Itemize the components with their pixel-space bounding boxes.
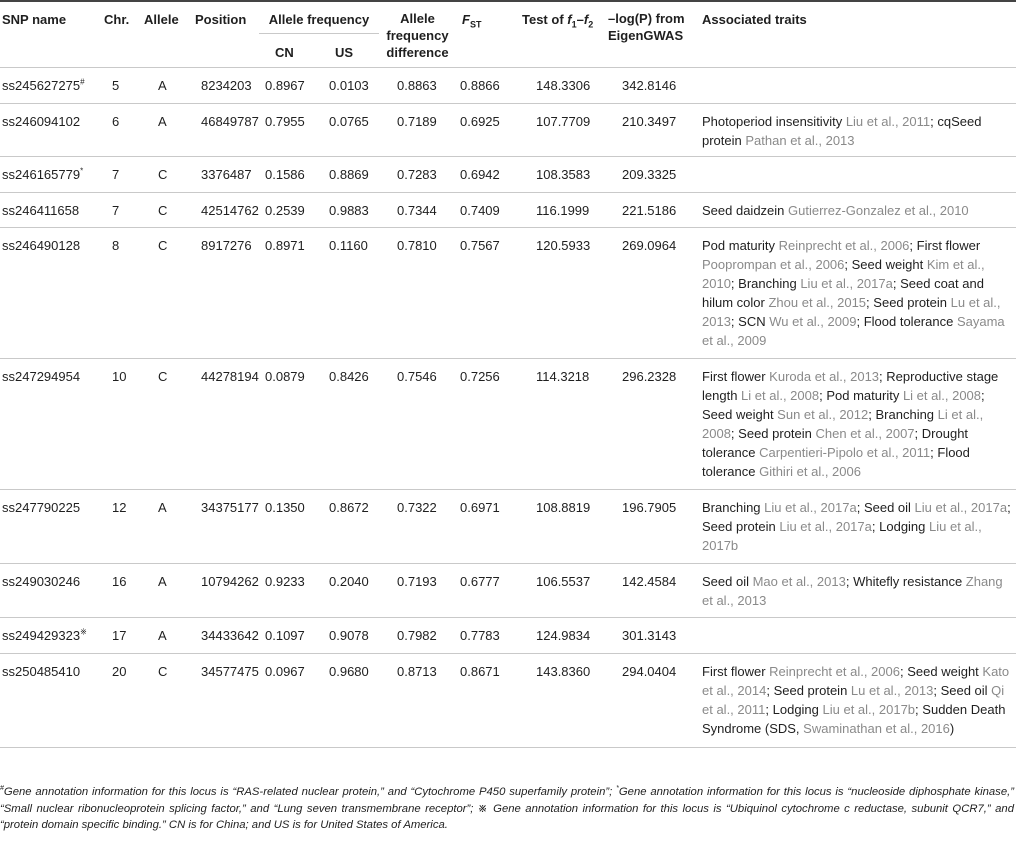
snp-cell: ss249429323※ — [2, 627, 87, 643]
allele-cell: A — [158, 77, 167, 93]
trait-citation[interactable]: Lu et al., 2013 — [850, 682, 934, 698]
trait-name: Seed protein — [702, 518, 780, 534]
snp-cell: ss246165779* — [2, 166, 84, 182]
snp-cell: ss246411658 — [2, 202, 80, 218]
trait-name: Seed protein — [738, 425, 816, 441]
trait-separator: ; — [909, 237, 914, 253]
trait-citation[interactable]: Zhang et al., 2013 — [702, 573, 1003, 608]
trait-citation[interactable]: Pooprompan et al., 2006 — [702, 256, 845, 272]
cn-cell: 0.2539 — [265, 202, 305, 218]
fst-cell: 0.7256 — [460, 368, 500, 384]
cn-cell: 0.1350 — [265, 499, 305, 515]
header-allele-freq-difference: Allele frequency difference — [386, 11, 449, 60]
trait-separator: ; — [730, 275, 735, 291]
cn-cell: 0.1586 — [265, 166, 305, 182]
table-row — [0, 103, 1016, 156]
fst-cell: 0.8866 — [460, 77, 500, 93]
position-cell: 34375177 — [201, 499, 259, 515]
trait-name: First flower — [702, 368, 770, 384]
snp-footnote-mark: ※ — [80, 627, 87, 637]
trait-separator: ; — [730, 313, 735, 329]
trait-citation[interactable]: Sayama et al., 2009 — [702, 313, 1005, 348]
trait-citation[interactable]: Liu et al., 2017b — [822, 701, 916, 717]
table-row — [0, 67, 1016, 103]
trait-separator: ; — [765, 701, 769, 717]
allele-cell: C — [158, 237, 168, 253]
header-cn: CN — [275, 44, 294, 60]
trait-name: Flood tolerance — [863, 313, 957, 329]
trait-name: Branching — [875, 406, 938, 422]
trait-citation[interactable]: Carpentieri-Pipolo et al., 2011 — [759, 444, 931, 460]
test-cell: 143.8360 — [536, 663, 591, 679]
cn-cell: 0.8971 — [265, 237, 305, 253]
us-cell: 0.8426 — [329, 368, 369, 384]
cn-cell: 0.0879 — [265, 368, 305, 384]
header-logp: –log(P) from EigenGWAS — [608, 11, 685, 43]
header-chr: Chr. — [104, 12, 130, 27]
trait-separator: ; — [915, 701, 919, 717]
fst-cell: 0.6777 — [460, 573, 500, 589]
allele-cell: C — [158, 202, 168, 218]
trait-citation[interactable]: Li et al., 2008 — [741, 387, 820, 403]
chr-cell: 10 — [112, 368, 127, 384]
trait-citation[interactable]: Liu et al., 2017b — [702, 518, 982, 553]
allele-cell: A — [158, 499, 167, 515]
logp-cell: 196.7905 — [622, 499, 677, 515]
us-cell: 0.0103 — [329, 77, 369, 93]
cn-cell: 0.8967 — [265, 77, 305, 93]
logp-cell: 209.3325 — [622, 166, 677, 182]
header-traits: Associated traits — [702, 12, 807, 27]
trait-separator: ; — [819, 387, 823, 403]
cn-cell: 0.1097 — [265, 627, 305, 643]
test-cell: 124.9834 — [536, 627, 591, 643]
trait-separator: ; — [868, 406, 872, 422]
position-cell: 34577475 — [201, 663, 259, 679]
trait-citation[interactable]: Liu et al., 2017a — [914, 499, 1008, 515]
chr-cell: 6 — [112, 113, 120, 129]
logp-cell: 210.3497 — [622, 113, 677, 129]
snp-cell: ss247294954 — [2, 368, 81, 384]
trait-name: cqSeed protein — [702, 113, 982, 148]
snp-footnote-mark: # — [80, 77, 85, 87]
trait-citation[interactable]: Reinprecht et al., 2006 — [778, 237, 910, 253]
header-us: US — [335, 44, 354, 60]
chr-cell: 16 — [112, 573, 127, 589]
snp-cell: ss249030246 — [2, 573, 81, 589]
trait-citation[interactable]: Li et al., 2008 — [902, 387, 982, 403]
us-cell: 0.8672 — [329, 499, 369, 515]
trait-name: Lodging — [879, 518, 930, 534]
trait-separator: ; — [914, 425, 919, 441]
trait-name: Whitefly resistance — [853, 573, 966, 589]
trait-separator: ; — [856, 313, 861, 329]
table-row — [0, 227, 1016, 358]
trait-name: Lodging — [772, 701, 823, 717]
trait-citation[interactable]: Li et al., 2008 — [702, 406, 984, 441]
test-cell: 114.3218 — [536, 368, 590, 384]
cn-cell: 0.7955 — [265, 113, 305, 129]
trait-citation[interactable]: Kuroda et al., 2013 — [769, 368, 880, 384]
trait-separator: ; — [856, 499, 861, 515]
logp-cell: 342.8146 — [622, 77, 677, 93]
fst-cell: 0.6925 — [460, 113, 500, 129]
table-row — [0, 192, 1016, 227]
chr-cell: 8 — [112, 237, 120, 253]
cn-cell: 0.0967 — [265, 663, 305, 679]
trait-separator: ; — [766, 682, 770, 698]
traits-cell — [700, 103, 1016, 156]
trait-name: Seed daidzein — [702, 202, 789, 218]
position-cell: 34433642 — [201, 627, 259, 643]
test-cell: 106.5537 — [536, 573, 591, 589]
afd-cell: 0.7283 — [397, 166, 437, 182]
trait-citation[interactable]: Liu et al., 2017a — [779, 518, 872, 534]
header-position: Position — [195, 12, 247, 27]
position-cell: 46849787 — [201, 113, 259, 129]
snp-cell: ss246094102 — [2, 113, 81, 129]
position-cell: 42514762 — [201, 202, 259, 218]
position-cell: 10794262 — [201, 573, 259, 589]
header-snp-name: SNP name — [2, 12, 67, 27]
trait-name: Drought tolerance — [702, 425, 969, 460]
traits-cell — [700, 156, 1016, 192]
trait-citation[interactable]: Kato et al., 2014 — [702, 663, 1010, 698]
test-cell: 116.1999 — [536, 202, 590, 218]
chr-cell: 12 — [112, 499, 127, 515]
afd-cell: 0.8863 — [397, 77, 437, 93]
chr-cell: 7 — [112, 202, 120, 218]
header-allele-frequency: Allele frequency — [259, 0, 379, 33]
header-test: Test of $f_1-f_2$ — [522, 12, 594, 30]
logp-cell: 296.2328 — [622, 368, 677, 384]
trait-name: Seed coat and hilum color — [702, 275, 984, 310]
allele-cell: C — [158, 663, 168, 679]
trait-name: Reproductive stage length — [702, 368, 999, 403]
trait-name: Flood tolerance — [702, 444, 970, 479]
traits-cell — [700, 563, 1016, 617]
test-cell: 148.3306 — [536, 77, 591, 93]
cn-cell: 0.9233 — [265, 573, 305, 589]
afd-cell: 0.7982 — [397, 627, 437, 643]
table-row — [0, 617, 1016, 653]
traits-cell — [700, 227, 1016, 358]
position-cell: 3376487 — [201, 166, 252, 182]
afd-cell: 0.7189 — [397, 113, 437, 129]
trait-separator: ; — [844, 256, 849, 272]
trait-citation[interactable]: Pathan et al., 2013 — [745, 132, 855, 148]
logp-cell: 294.0404 — [622, 663, 677, 679]
trait-separator: ; — [845, 573, 850, 589]
trait-name: Branching — [702, 499, 765, 515]
trait-citation[interactable]: Reinprecht et al., 2006 — [769, 663, 900, 679]
position-cell: 8234203 — [201, 77, 252, 93]
fst-cell: 0.6942 — [460, 166, 500, 182]
fst-cell: 0.7783 — [460, 627, 500, 643]
table-row — [0, 653, 1016, 747]
afd-cell: 0.8713 — [397, 663, 437, 679]
trait-name: Seed weight — [851, 256, 927, 272]
trait-citation[interactable]: Liu et al., 2017a — [800, 275, 893, 291]
fst-cell: 0.6971 — [460, 499, 500, 515]
us-cell: 0.1160 — [329, 237, 368, 253]
chr-cell: 5 — [112, 77, 120, 93]
test-cell: 107.7709 — [536, 113, 591, 129]
afd-cell: 0.7810 — [397, 237, 437, 253]
trait-citation[interactable]: Qi et al., 2011 — [702, 682, 1005, 717]
afd-cell: 0.7193 — [397, 573, 437, 589]
afd-cell: 0.7344 — [397, 202, 437, 218]
trait-separator: ; — [866, 294, 870, 310]
us-cell: 0.8869 — [329, 166, 369, 182]
trait-citation[interactable]: Zhou et al., 2015 — [768, 294, 867, 310]
trait-name: Sudden Death Syndrome (SDS, — [702, 701, 1006, 736]
traits-cell — [700, 617, 1016, 653]
trait-name: First flower — [702, 663, 770, 679]
test-cell: 108.3583 — [536, 166, 591, 182]
position-cell: 44278194 — [201, 368, 259, 384]
trait-citation[interactable]: Kim et al., 2010 — [702, 256, 985, 291]
trait-separator: ; — [730, 425, 735, 441]
trait-separator: ; — [899, 663, 904, 679]
snp-cell: ss246490128 — [2, 237, 81, 253]
trait-name: Seed weight — [907, 663, 983, 679]
table-row — [0, 489, 1016, 563]
header-fst: $F_{ST}$ — [462, 12, 482, 30]
trait-name: Branching — [738, 275, 801, 291]
table-row — [0, 358, 1016, 489]
trait-citation[interactable]: Gutierrez-Gonzalez et al., 2010 — [788, 202, 969, 218]
snp-footnote-mark: * — [80, 166, 84, 176]
logp-cell: 301.3143 — [622, 627, 677, 643]
fst-cell: 0.8671 — [460, 663, 500, 679]
trait-name: SCN — [738, 313, 770, 329]
traits-cell — [700, 653, 1016, 747]
table-header — [0, 0, 1016, 67]
chr-cell: 17 — [112, 627, 127, 643]
trait-name: First flower — [916, 237, 981, 253]
trait-separator: ; — [871, 518, 876, 534]
trait-name: Seed oil — [940, 682, 992, 698]
traits-cell — [700, 489, 1016, 563]
us-cell: 0.0765 — [329, 113, 369, 129]
us-cell: 0.9078 — [329, 627, 369, 643]
us-cell: 0.2040 — [329, 573, 369, 589]
afd-cell: 0.7546 — [397, 368, 437, 384]
trait-citation[interactable]: Swaminathan et al., 2016 — [803, 720, 950, 736]
us-cell: 0.9680 — [329, 663, 369, 679]
trait-name: Seed protein — [873, 294, 951, 310]
allele-cell: A — [158, 113, 167, 129]
traits-cell — [700, 192, 1016, 227]
trait-citation[interactable]: Wu et al., 2009 — [769, 313, 857, 329]
logp-cell: 142.4584 — [622, 573, 677, 589]
us-cell: 0.9883 — [329, 202, 369, 218]
table-row — [0, 563, 1016, 617]
trait-separator: ; — [930, 113, 934, 129]
snp-cell: ss250485410 — [2, 663, 81, 679]
trait-separator: ; — [1007, 499, 1011, 515]
position-cell: 8917276 — [201, 237, 252, 253]
trait-separator: ; — [981, 387, 985, 403]
trait-name: Pod maturity — [826, 387, 903, 403]
allele-cell: A — [158, 627, 167, 643]
table-row — [0, 156, 1016, 192]
trait-name: Pod maturity — [702, 237, 779, 253]
trait-separator: ; — [879, 368, 883, 384]
table-body — [0, 67, 1016, 747]
chr-cell: 7 — [112, 166, 120, 182]
table-footnote: #Gene annotation information for this locus is “RAS-related nuclear protein,” and “Cytochrome P450 superfamily protein”; *Gene annotation information for this locus is “nucleoside diphosphate kinase,” “Small nuclear ribonucleoprotein splicing factor,” and “Lung seven transmembrane receptor”; ※ Gene annotation information for this locus is “Ubiquinol cytochrome c reductase, subunit QCR7,” and “protein domain specific binding.” CN is for China; and US is for United States of America. — [0, 785, 1015, 831]
logp-cell: 221.5186 — [622, 202, 677, 218]
trait-citation[interactable]: Liu et al., 2011 — [845, 113, 931, 129]
trait-separator: ; — [933, 682, 937, 698]
test-cell: 108.8819 — [536, 499, 591, 515]
trait-name: Seed oil — [863, 499, 915, 515]
snp-cell: ss245627275# — [2, 77, 85, 93]
trait-name: Photoperiod insensitivity — [702, 113, 846, 129]
allele-cell: C — [158, 368, 168, 384]
allele-cell: A — [158, 573, 167, 589]
fst-cell: 0.7567 — [460, 237, 500, 253]
trait-name: Seed protein — [773, 682, 851, 698]
trait-name: Seed oil — [702, 573, 753, 589]
trait-separator: ) — [949, 720, 955, 736]
trait-separator: ; — [930, 444, 934, 460]
trait-citation[interactable]: Mao et al., 2013 — [752, 573, 846, 589]
logp-cell: 269.0964 — [622, 237, 677, 253]
chr-cell: 20 — [112, 663, 127, 679]
test-cell: 120.5933 — [536, 237, 591, 253]
allele-cell: C — [158, 166, 168, 182]
fst-cell: 0.7409 — [460, 202, 500, 218]
snp-cell: ss247790225 — [2, 499, 81, 515]
trait-name: Seed weight — [702, 406, 778, 422]
trait-separator: ; — [892, 275, 897, 291]
afd-cell: 0.7322 — [397, 499, 437, 515]
trait-citation[interactable]: Liu et al., 2017a — [764, 499, 857, 515]
trait-citation[interactable]: Chen et al., 2007 — [815, 425, 915, 441]
traits-cell — [700, 358, 1016, 489]
trait-citation[interactable]: Githiri et al., 2006 — [759, 463, 861, 479]
traits-cell — [700, 67, 1016, 103]
trait-citation[interactable]: Sun et al., 2012 — [777, 406, 869, 422]
header-allele: Allele — [144, 12, 179, 27]
trait-citation[interactable]: Lu et al., 2013 — [702, 294, 1001, 329]
